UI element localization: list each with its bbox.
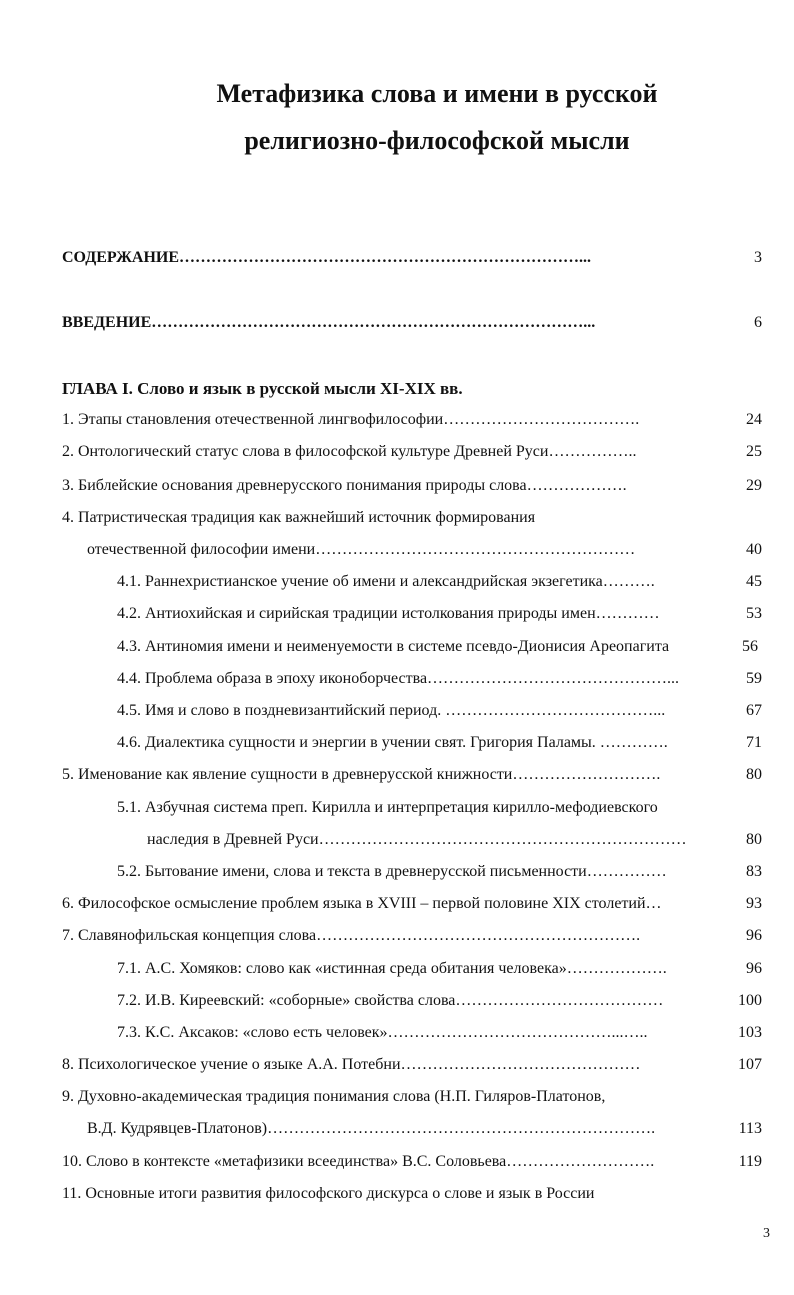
toc-entry [0, 1116, 794, 1142]
toc-entry [0, 1181, 794, 1207]
toc-entry-text: 3. Библейские основания древнерусского понимания природы слова………………. [62, 477, 627, 494]
toc-contents-row [0, 245, 794, 271]
toc-entry-text: 11. Основные итоги развития философского дискурса о слове и язык в России [62, 1185, 595, 1202]
toc-entry [0, 859, 794, 885]
toc-entry [0, 439, 794, 465]
toc-entry [0, 473, 794, 499]
toc-entry [0, 891, 794, 917]
toc-entry-page: 107 [738, 1056, 762, 1073]
toc-entry-text: 10. Слово в контексте «метафизики всеединства» В.С. Соловьева………………………. [62, 1153, 655, 1170]
toc-entry [0, 1084, 794, 1110]
toc-entry [0, 1052, 794, 1078]
toc-intro-page: 6 [754, 314, 762, 331]
document-title-line-1: Метафизика слова и имени в русской [216, 79, 658, 108]
toc-entry-text: наследия в Древней Руси…………………………………………………………… [147, 831, 687, 848]
toc-entry-page: 103 [738, 1024, 762, 1041]
toc-entry-text: 4.4. Проблема образа в эпоху иконоборчества………………………………………... [117, 670, 680, 687]
page-number: 3 [763, 1226, 770, 1241]
chapter-heading-label: ГЛАВА I. Слово и язык в русской мысли XI-XIX вв. [62, 379, 463, 398]
toc-entry [0, 601, 794, 627]
toc-entry-page: 45 [746, 573, 762, 590]
toc-entry-page: 71 [746, 734, 762, 751]
toc-entry-page: 56 [742, 638, 758, 655]
toc-entry [0, 634, 794, 660]
toc-entry-text: 7. Славянофильская концепция слова……………………………………………………. [62, 927, 641, 944]
toc-entry-text: 4.1. Раннехристианское учение об имени и александрийская экзегетика………. [117, 573, 655, 590]
toc-entry-text: 7.3. К.С. Аксаков: «слово есть человек»……………………………………...….. [117, 1024, 648, 1041]
toc-entry-text: 6. Философское осмысление проблем языка в XVIII – первой половине XIX столетий… [62, 895, 662, 912]
toc-entry-page: 96 [746, 960, 762, 977]
toc-entry [0, 730, 794, 756]
toc-entry-text: 4.3. Антиномия имени и неименуемости в системе псевдо-Дионисия Ареопагита [117, 638, 670, 655]
document-title-line-2: религиозно-философской мысли [244, 126, 630, 155]
toc-entry [0, 407, 794, 433]
toc-entry-page: 100 [738, 992, 762, 1009]
toc-entry-page: 29 [746, 477, 762, 494]
toc-entry-text: 8. Психологическое учение о языке А.А. Потебни……………………………………… [62, 1056, 641, 1073]
toc-contents-label: СОДЕРЖАНИЕ…………………………………………………………………... [62, 249, 592, 266]
toc-entry-text: 4.5. Имя и слово в поздневизантийский период. …………………………………... [117, 702, 666, 719]
toc-entry-text: 7.2. И.В. Киреевский: «соборные» свойства слова………………………………… [117, 992, 664, 1009]
toc-entry-text: 4.6. Диалектика сущности и энергии в учении свят. Григория Паламы. …………. [117, 734, 668, 751]
toc-entry-text: 5.2. Бытование имени, слова и текста в древнерусской письменности…………… [117, 863, 667, 880]
toc-entry-page: 80 [746, 766, 762, 783]
toc-entry [0, 762, 794, 788]
toc-entry-page: 119 [738, 1153, 762, 1170]
toc-entry-text: 2. Онтологический статус слова в философской культуре Древней Руси…………….. [62, 443, 637, 460]
toc-entry-page: 25 [746, 443, 762, 460]
toc-entry-text: 1. Этапы становления отечественной лингвофилософии………………………………. [62, 411, 640, 428]
toc-entry-text: В.Д. Кудрявцев-Платонов)………………………………………………………………. [87, 1120, 656, 1137]
toc-chapter-heading [0, 376, 794, 402]
toc-entry [0, 537, 794, 563]
toc-entry [0, 827, 794, 853]
toc-entry-text: отечественной философии имени…………………………………………………… [87, 541, 636, 558]
toc-entry-page: 80 [746, 831, 762, 848]
toc-entry-page: 67 [746, 702, 762, 719]
toc-entry-text: 4.2. Антиохийская и сирийская традиции истолкования природы имен………… [117, 605, 660, 622]
toc-entry-text: 7.1. А.С. Хомяков: слово как «истинная среда обитания человека»………………. [117, 960, 667, 977]
toc-entry [0, 1149, 794, 1175]
toc-entry-page: 93 [746, 895, 762, 912]
toc-entry-page: 59 [746, 670, 762, 687]
toc-entry [0, 988, 794, 1014]
toc-entry-page: 96 [746, 927, 762, 944]
toc-entry-page: 40 [746, 541, 762, 558]
toc-entry [0, 1020, 794, 1046]
toc-entry [0, 698, 794, 724]
toc-entry-text: 5.1. Азбучная система преп. Кирилла и интерпретация кирилло-мефодиевского [117, 799, 658, 816]
toc-entry [0, 505, 794, 531]
toc-entry [0, 795, 794, 821]
toc-contents-page: 3 [754, 249, 762, 266]
toc-intro-label: ВВЕДЕНИЕ………………………………………………………………………... [62, 314, 596, 331]
toc-entry-page: 113 [738, 1120, 762, 1137]
toc-intro-row [0, 310, 794, 336]
toc-entry-page: 53 [746, 605, 762, 622]
toc-entry-text: 5. Именование как явление сущности в древнерусской книжности………………………. [62, 766, 661, 783]
toc-entry [0, 956, 794, 982]
toc-entry-text: 4. Патристическая традиция как важнейший источник формирования [62, 509, 536, 526]
toc-entry [0, 666, 794, 692]
toc-entry-text: 9. Духовно-академическая традиция понимания слова (Н.П. Гиляров-Платонов, [62, 1088, 606, 1105]
toc-entry [0, 923, 794, 949]
toc-entry-page: 24 [746, 411, 762, 428]
toc-entry-page: 83 [746, 863, 762, 880]
toc-entry [0, 569, 794, 595]
